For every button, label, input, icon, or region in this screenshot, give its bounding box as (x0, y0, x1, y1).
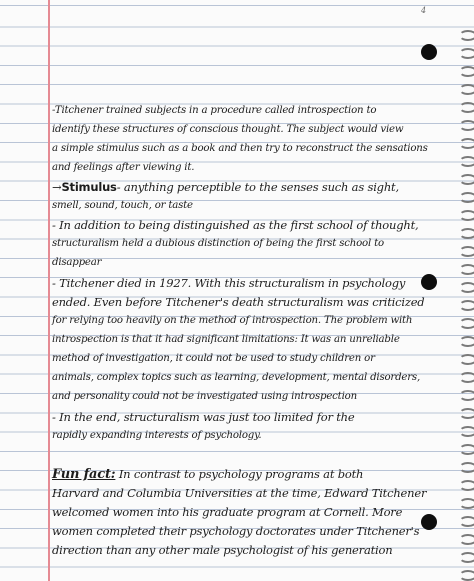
spiral-coil (459, 282, 474, 293)
binder-hole (421, 44, 437, 60)
spiral-coil (459, 120, 474, 131)
note-line: smell, sound, touch, or taste (52, 200, 193, 211)
note-line-stimulus: →Stimulus- anything perceptible to the senses such as sight, (52, 180, 399, 194)
term-stimulus: Stimulus (61, 180, 117, 194)
spiral-coil (459, 480, 474, 491)
spiral-coil (459, 444, 474, 455)
note-line: disappear (52, 257, 102, 268)
spiral-coil (459, 570, 474, 581)
note-line: and feelings after viewing it. (52, 162, 195, 173)
spiral-coil (459, 426, 474, 437)
spiral-coil (459, 246, 474, 257)
note-line: identify these structures of conscious thought. The subject would view (52, 124, 404, 135)
spiral-coil (459, 318, 474, 329)
spiral-coil (459, 84, 474, 95)
spiral-coil (459, 372, 474, 383)
spiral-coil (459, 48, 474, 59)
spiral-coil (459, 192, 474, 203)
note-line: - Titchener died in 1927. With this structuralism in psychology (52, 276, 406, 290)
spiral-coil (459, 138, 474, 149)
spiral-coil (459, 300, 474, 311)
page-number: 4 (421, 6, 427, 15)
note-line: and personality could not be investigated using introspection (52, 391, 357, 402)
spiral-coil (459, 210, 474, 221)
spiral-coil (459, 408, 474, 419)
spiral-coil (459, 30, 474, 41)
note-line: rapidly expanding interests of psychology. (52, 430, 262, 441)
fun-fact-label: Fun fact: (52, 467, 116, 482)
note-line: ended. Even before Titchener's death structuralism was criticized (52, 295, 425, 309)
spiral-coil (459, 516, 474, 527)
spiral-coil (459, 264, 474, 275)
note-line: animals, complex topics such as learning, development, mental disorders, (52, 372, 420, 383)
note-line: for relying too heavily on the method of introspection. The problem with (52, 315, 413, 326)
note-line: Harvard and Columbia Universities at the time, Edward Titchener (52, 486, 427, 500)
arrow-icon: → (52, 180, 62, 194)
note-line: structuralism held a dubious distinction of being the first school to (52, 238, 384, 249)
spiral-coil (459, 462, 474, 473)
note-line-fun-fact: Fun fact: In contrast to psychology programs at both (52, 467, 364, 482)
binder-hole (421, 514, 437, 530)
spiral-coil (459, 228, 474, 239)
note-line: direction than any other male psychologist of his generation (52, 543, 393, 557)
spiral-coil (459, 552, 474, 563)
margin-line (48, 0, 50, 581)
note-line: welcomed women into his graduate program at Cornell. More (52, 505, 403, 519)
note-line: - In addition to being distinguished as the first school of thought, (52, 218, 419, 232)
spiral-coil (459, 534, 474, 545)
spiral-coil (459, 156, 474, 167)
spiral-coil (459, 498, 474, 509)
note-line: a simple stimulus such as a book and then try to reconstruct the sensations (52, 143, 428, 154)
note-line: - In the end, structuralism was just too limited for the (52, 410, 355, 424)
note-line: women completed their psychology doctorates under Titchener's (52, 524, 420, 538)
spiral-coil (459, 390, 474, 401)
spiral-coil (459, 354, 474, 365)
spiral-coil (459, 102, 474, 113)
binder-hole (421, 274, 437, 290)
note-line: introspection is that it had significant limitations: It was an unreliable (52, 334, 400, 345)
spiral-coil (459, 174, 474, 185)
spiral-coil (459, 66, 474, 77)
note-line: method of investigation, it could not be used to study children or (52, 353, 375, 364)
spiral-coil (459, 336, 474, 347)
note-line: -Titchener trained subjects in a procedure called introspection to (52, 105, 377, 116)
